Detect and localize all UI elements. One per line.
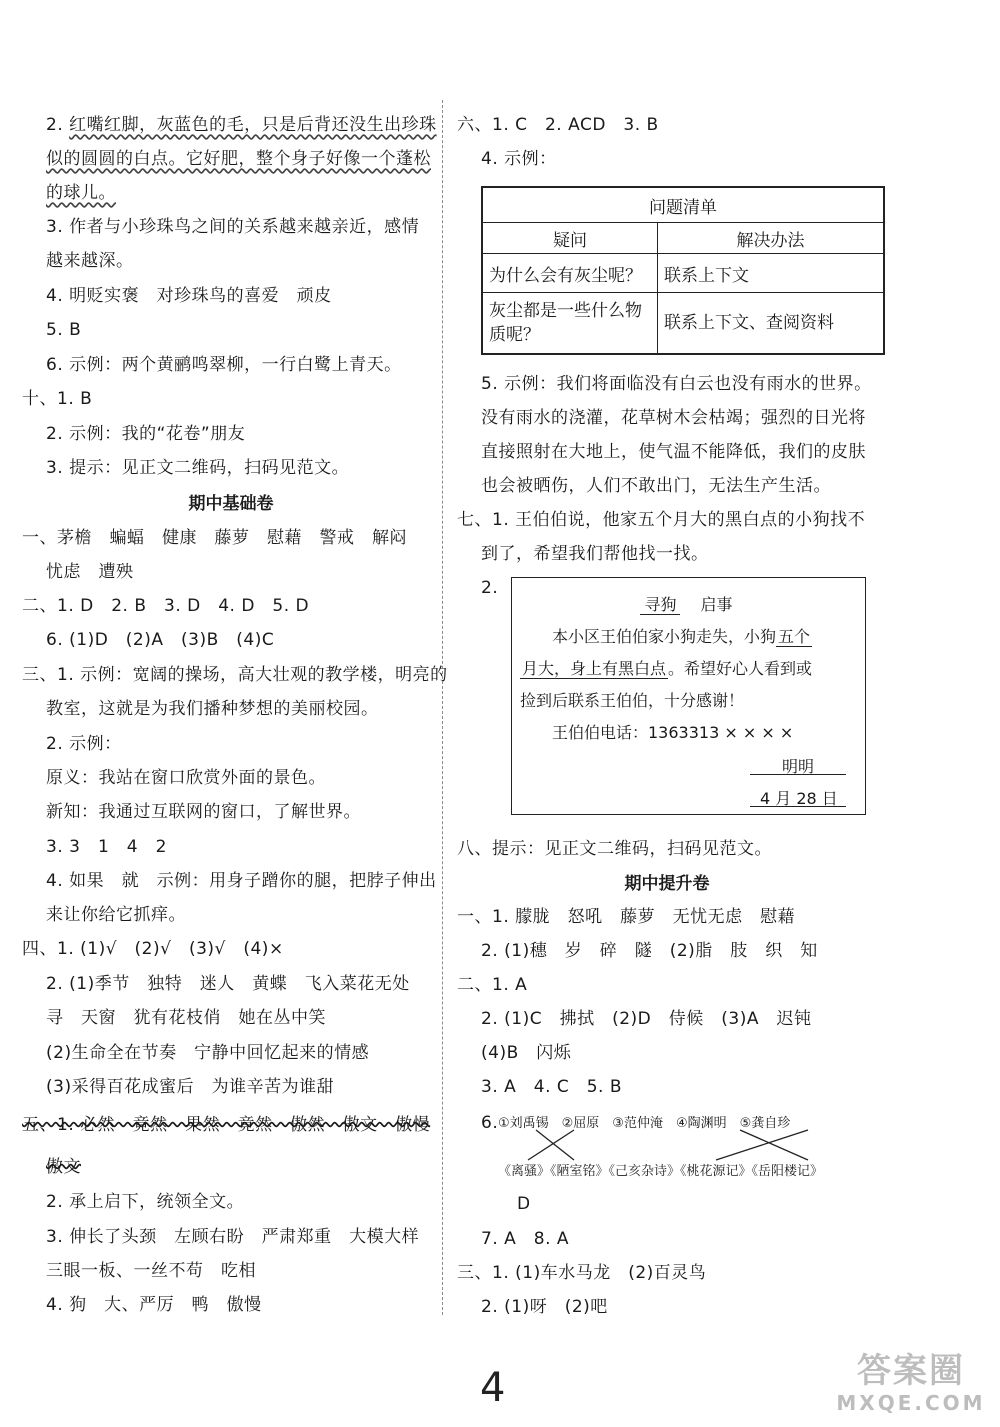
answer-line: (4)B 闪烁 xyxy=(481,1043,572,1063)
table-row xyxy=(482,254,884,293)
answer-line: 二、1. A xyxy=(457,975,528,995)
answer-line: 4. 狗 大、严厉 鸭 傲慢 xyxy=(46,1295,262,1315)
answer-line: 的球儿。 xyxy=(46,183,116,203)
answer-line: 三、1. 示例：宽阔的操场，高大壮观的教学楼，明亮的 xyxy=(22,665,448,685)
notice-text: 捡到后联系王伯伯，十分感谢！ xyxy=(520,691,745,710)
match-authors: ①刘禹锡 ②屈原 ③范仲淹 ④陶渊明 ⑤龚自珍 xyxy=(498,1116,791,1131)
answer-line: 七、1. 王伯伯说，他家五个月大的黑白点的小狗找不 xyxy=(457,510,866,530)
answer-line: 新知：我通过互联网的窗口，了解世界。 xyxy=(46,802,361,822)
site-watermark: 答案圈 MXQE.COM xyxy=(836,1351,986,1415)
answer-line: 5. B xyxy=(46,320,82,340)
answer-line: 3. A 4. C 5. B xyxy=(481,1077,623,1097)
notice-title: 寻狗 启事 xyxy=(512,592,865,615)
answer-line: 到了，希望我们帮他找一找。 xyxy=(481,544,709,564)
section-title-midterm-basic: 期中基础卷 xyxy=(188,494,274,514)
table-title: 问题清单 xyxy=(482,187,884,223)
lost-dog-notice xyxy=(511,577,866,815)
answer-line: 2. 示例：我的“花卷”朋友 xyxy=(46,424,246,444)
answer-line: 3. 3 1 4 2 xyxy=(46,837,167,857)
notice-phone: 王伯伯电话：1363313 × × × × xyxy=(552,723,794,742)
answer-line: (3)采得百花成蜜后 为谁辛苦为谁甜 xyxy=(46,1077,335,1097)
table-header: 疑问 xyxy=(482,223,658,254)
table-cell: 联系上下文 xyxy=(658,254,885,293)
table-cell: 灰尘都是一些什么物质呢？ xyxy=(482,293,658,355)
answer-line: 2. (1)呀 (2)吧 xyxy=(481,1297,608,1317)
answer-line: 2. 示例： xyxy=(46,734,122,754)
match-works: 《离骚》《陋室铭》《己亥杂诗》《桃花源记》《岳阳楼记》 xyxy=(498,1164,824,1179)
table-cell: 为什么会有灰尘呢？ xyxy=(482,254,658,293)
answer-line: 二、1. D 2. B 3. D 4. D 5. D xyxy=(22,596,310,616)
notice-signature: 明明 xyxy=(782,757,815,776)
answer-line: 4. 明贬实褒 对珍珠鸟的喜爱 顽皮 xyxy=(46,286,332,306)
section-title-midterm-advanced: 期中提升卷 xyxy=(624,874,710,894)
answer-line: 五、1. 必然 竟然 果然 竟然 傲然 傲文 傲慢 xyxy=(22,1115,431,1135)
table-row xyxy=(482,293,884,355)
notice-text: 月大，身上有黑白点 。希望好心人看到或 xyxy=(522,659,813,678)
answer-line: 4. 示例： xyxy=(481,149,557,169)
answer-line: 也会被晒伤，人们不敢出门，无法生产生活。 xyxy=(481,476,831,496)
answer-line: 3. 作者与小珍珠鸟之间的关系越来越亲近，感情 xyxy=(46,217,420,237)
answer-line: 教室，这就是为我们播种梦想的美丽校园。 xyxy=(46,699,379,719)
answer-line: 忧虑 遭殃 xyxy=(46,562,134,582)
author-work-matching xyxy=(478,1112,878,1182)
notice-text: 本小区王伯伯家小狗走失，小狗 五个 xyxy=(552,627,811,646)
signature-line xyxy=(750,774,846,775)
answer-line: 3. 提示：见正文二维码，扫码见范文。 xyxy=(46,458,350,478)
answer-line: 4. 如果 就 示例：用身子蹭你的腿，把脖子伸出 xyxy=(46,871,437,891)
answer-line: 十、1. B xyxy=(22,389,93,409)
answer-line: 2. (1)C 拂拭 (2)D 侍候 (3)A 迟钝 xyxy=(481,1009,812,1029)
answer-line: D xyxy=(517,1194,531,1214)
answer-line: 似的圆圆的白点。它好肥，整个身子好像一个蓬松 xyxy=(46,149,431,169)
answer-line: 三眼一板、一丝不苟 吃相 xyxy=(46,1261,256,1281)
date-line xyxy=(750,806,846,807)
answer-line: 原义：我站在窗口欣赏外面的景色。 xyxy=(46,768,326,788)
answer-line: 寻 天窗 犹有花枝俏 她在丛中笑 xyxy=(46,1008,326,1028)
answer-line: 没有雨水的浇灌，花草树木会枯竭；强烈的日光将 xyxy=(481,408,866,428)
answer-line: 一、1. 朦胧 怒吼 藤萝 无忧无虑 慰藉 xyxy=(457,907,796,927)
answer-line: 三、1. (1)车水马龙 (2)百灵鸟 xyxy=(457,1263,707,1283)
answer-line: 2. 红嘴红脚，灰蓝色的毛，只是后背还没生出珍珠 xyxy=(46,115,437,135)
question-list-table xyxy=(481,186,885,355)
answer-line: 越来越深。 xyxy=(46,251,134,271)
answer-line: 一、茅檐 蝙蝠 健康 藤萝 慰藉 警戒 解闷 xyxy=(22,528,407,548)
answer-line: 八、提示：见正文二维码，扫码见范文。 xyxy=(457,839,772,859)
answer-line: (2)生命全在节奏 宁静中回忆起来的情感 xyxy=(46,1043,370,1063)
answer-line: 3. 伸长了头颈 左顾右盼 严肃郑重 大模大样 xyxy=(46,1227,420,1247)
answer-line: 2. 承上启下，统领全文。 xyxy=(46,1192,245,1212)
answer-line: 六、1. C 2. ACD 3. B xyxy=(457,115,659,135)
answer-line: 2. xyxy=(481,578,499,598)
column-divider xyxy=(442,100,443,1315)
table-header: 解决办法 xyxy=(658,223,885,254)
notice-date: 4 月 28 日 xyxy=(760,789,838,808)
answer-line: 来让你给它抓痒。 xyxy=(46,905,186,925)
answer-line: 7. A 8. A xyxy=(481,1229,570,1249)
answer-line: 6. (1)D (2)A (3)B (4)C xyxy=(46,630,275,650)
answer-line: 四、1. (1)√ (2)√ (3)√ (4)× xyxy=(22,939,284,959)
answer-line: 傲文 xyxy=(46,1157,81,1177)
answer-line: 6. xyxy=(481,1113,499,1133)
answer-line: 2. (1)季节 独特 迷人 黄蝶 飞入菜花无处 xyxy=(46,974,410,994)
answer-line: 2. (1)穗 岁 碎 隧 (2)脂 肢 织 知 xyxy=(481,941,818,961)
page-number: 4 xyxy=(480,1365,506,1411)
answer-line: 5. 示例：我们将面临没有白云也没有雨水的世界。 xyxy=(481,374,872,394)
answer-line: 直接照射在大地上，使气温不能降低，我们的皮肤 xyxy=(481,442,866,462)
table-cell: 联系上下文、查阅资料 xyxy=(658,293,885,355)
answer-line: 6. 示例：两个黄鹂鸣翠柳，一行白鹭上青天。 xyxy=(46,355,402,375)
